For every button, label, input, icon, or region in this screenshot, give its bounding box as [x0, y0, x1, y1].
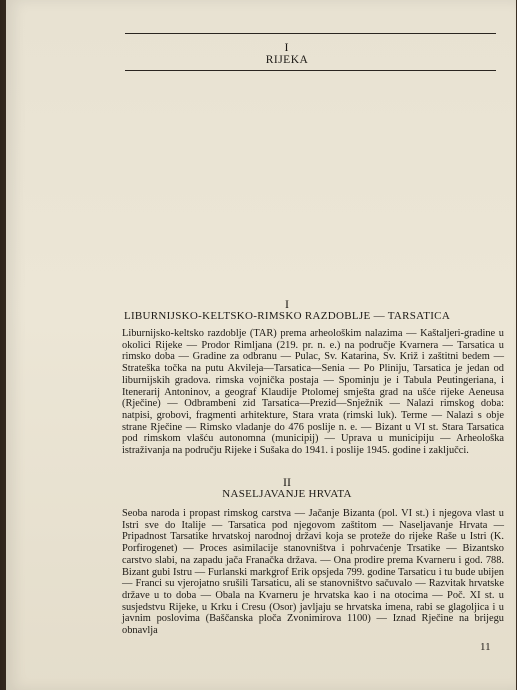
section-2-paragraph: Seoba naroda i propast rimskog carstva — Jačanje Bizanta (pol. VI st.) i njegova vlast u Istri sve do Italije — Tarsatica pod njegovom zaštitom — Naseljavanje Hrvata — Pripadnost Tarsatike hrvatskoj narodnoj državi koja se proteže do rijeke Raše u Istri (K. Porfirogenet) — Proces asimilacije stanovništva i pohrvaćenje Trsatike — Bizantsko carstvo slabi, na zapadu jača Franačka država. — Ona prodire prema Kvarneru i god. 788. Bizant gubi Istru — Furlanski markgrof Erik opsjeda 799. godine Tarsaticu i tu bude ubijen — Franci su vjerojatno srušili Tarsaticu, ali se stanovništvo sačuvalo — Razvitak hrvatske države u to doba — Obala na Kvarneru je hrvatska kao i na otocima — Poč. XI st. u susjedstvu Rijeke, u Krku i Cresu (Osor) javljaju se hrvatska imena, rabi se glagoljica i u javnim poslovima (Baščanska ploča Zvonimirova 1100) — Iznad Rječine na brijegu obnavlja — [122, 508, 504, 637]
section-1-paragraph: Liburnijsko-keltsko razdoblje (TAR) prema arheološkim nalazima — Kaštaljeri-gradine u okolici Rijeke — Prodor Rimljana (219. pr. n. e.) na područje Kvarnera — Tarsatica u rimsko doba — Gradine za odbranu — Pulac, Sv. Katarina, Sv. Križ i zaštitni bedem — Strateška točka na putu Akvileja—Tarsatica—Senia — Po Pliniju, Tarsatica je jedan od liburnijskih gradova. rimska vojnička postaja — Spominju je i Tabula Peutingeriana, i Itenerarij Antoninov, a geograf Klaudije Ptolomej smješta grad na ušće rijeke Aeneusa (Rječine) — Odbrambeni zid Tarsatica—Prezid—Snježnik — Nalazi rimskog doba: natpisi, grobovi, fragmenti arhitekture, Stara vrata (rimski luk). Terme — Nalazi s obje strane Rječine — Rimsko vladanje do 476 poslije n. e. — Bizant u VI st. Stara Tarsatica pod rimskom vlašću autonomna (municipij) — Uprava u municipiju — Arheološka istraživanja na području Rijeke i Sušaka do 1941. i poslije 1945. godine i zaključci. — [122, 328, 504, 457]
section-2-number: II — [283, 475, 291, 489]
section-1-number: I — [285, 297, 289, 311]
chapter-title: RIJEKA — [265, 54, 309, 66]
chapter-rule-top — [125, 33, 496, 34]
book-page — [6, 0, 516, 690]
chapter-rule-bottom — [125, 70, 496, 71]
chapter-number: I — [284, 40, 290, 54]
section-2-text — [122, 508, 504, 637]
page-number: 11 — [480, 641, 491, 653]
section-1-title: LIBURNIJSKO-KELTSKO-RIMSKO RAZDOBLJE — TARSATICA — [123, 310, 451, 322]
section-2-title: NASELJAVANJE HRVATA — [222, 488, 352, 500]
section-1-text — [122, 328, 504, 457]
